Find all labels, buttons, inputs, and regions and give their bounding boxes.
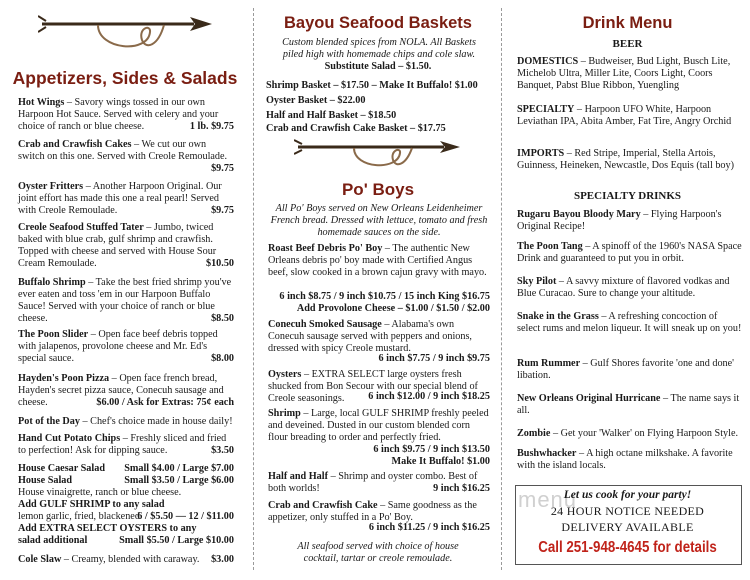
catering-line-2: 24 HOUR NOTICE NEEDED	[550, 504, 705, 518]
item-desc: – The name says it all.	[517, 393, 740, 416]
drink-bushwhacker	[517, 448, 743, 472]
item-name: Cole Slaw	[18, 554, 62, 565]
item-name: Oysters	[268, 369, 302, 380]
item-name: Oyster Fritters	[18, 181, 84, 192]
item-desc: – A spinoff of the 1960's NASA Space Drink and guaranteed to put you in orbit.	[517, 241, 742, 264]
harpoon-icon	[294, 137, 462, 177]
menu-item-poon-slider	[18, 329, 234, 365]
menu-item-house-salad	[18, 475, 234, 487]
item-desc: – Flying Harpoon's Original Recipe!	[517, 209, 722, 232]
menu-item-crab-cakes	[18, 139, 234, 174]
item-name: New Orleans Original Hurricane	[517, 393, 661, 404]
menu-item-poon-pizza	[18, 373, 234, 409]
item-desc: – Creamy, blended with caraway.	[61, 554, 200, 565]
add-oysters-label: Add EXTRA SELECT OYSTERS to any	[18, 523, 197, 534]
menu-item-hot-wings	[18, 97, 234, 133]
drinks-title: Drink Menu	[582, 14, 673, 32]
menu-item-shrimp	[268, 408, 490, 467]
item-desc: – Another Harpoon Original. Our joint effort has made this one a real pearl! Served with Creole Remoulade.	[18, 181, 222, 216]
menu-item-conecuh	[268, 319, 490, 364]
item-desc: – We cut our own switch on this one. Served with Creole Remoulade.	[18, 139, 228, 162]
item-name: Bushwhacker	[517, 448, 577, 459]
item-price: $8.00	[211, 353, 234, 364]
item-name: Creole Seafood Stuffed Tater	[18, 222, 144, 233]
add-oysters-desc: salad additional	[18, 535, 88, 546]
item-desc: – Open face french bread, Hayden's secret pizza sauce, Conecuh sausage and cheese.	[18, 373, 224, 408]
item-name: Conecuh Smoked Sausage	[268, 319, 382, 330]
catering-phone[interactable]: Call 251-948-4645 for details	[538, 539, 717, 556]
item-desc: – Freshly sliced and fried to perfection! Ask for dipping sauce.	[18, 433, 227, 456]
item-desc: – Same goodness as the appetizer, only stuffed in a Po' Boy.	[268, 500, 477, 523]
item-name: IMPORTS	[517, 148, 565, 159]
item-name: SPECIALTY	[517, 104, 575, 115]
salad-add-oysters-options	[18, 535, 234, 547]
item-price: 6 inch $11.25 / 9 inch $16.25	[368, 522, 490, 533]
item-price: $3.50	[211, 445, 234, 456]
item-desc: – A savvy mixture of flavored vodkas and Blue Curacao. Sure to change your altitude.	[517, 276, 730, 299]
salad-add-shrimp	[18, 499, 248, 511]
substitute-label: Substitute Salad – $1.50.	[324, 61, 432, 72]
poboys-title: Po' Boys	[341, 180, 415, 199]
item-desc: – Get your 'Walker' on Flying Harpoon Style.	[550, 428, 739, 439]
menu-item-oysters	[268, 369, 490, 405]
item-desc: – Gulf Shores favorite 'one and done' libation.	[517, 358, 735, 381]
poboys-intro: All Po' Boys served on New Orleans Leidenheimer French bread. Dressed with lettuce, tomato and fresh homemade sauces on the side.	[270, 203, 488, 238]
item-name: The Poon Tang	[517, 241, 583, 252]
beer-heading-text: BEER	[612, 38, 643, 50]
item-name: House Caesar Salad	[18, 463, 105, 474]
item-desc: – Savory wings tossed in our own Harpoon Hot Sauce. Served with celery and your choice of ranch or blue cheese.	[18, 97, 219, 132]
item-price: Small $4.00 / Large $7.00	[124, 463, 234, 474]
item-desc: – Large, local GULF SHRIMP freshly peeled and deveined. Dusted in our custom blended corn flour breading to order and perfectly fried.	[268, 408, 489, 443]
item-price: 6 inch $8.75 / 9 inch $10.75 / 15 inch King $16.75	[279, 291, 490, 302]
item-name: Sky Pilot	[517, 276, 557, 287]
basket-name: Crab and Crawfish Cake Basket – $17.75	[266, 123, 446, 134]
basket-item	[266, 80, 498, 92]
appetizers-title: Appetizers, Sides & Salads	[12, 68, 238, 88]
item-price: $9.75	[211, 205, 234, 216]
catering-line-1: Let us cook for your party!	[563, 489, 692, 501]
baskets-substitute	[258, 61, 498, 73]
item-desc: – A high octane milkshake. A favorite with the island locals.	[517, 448, 733, 471]
menu-item-crab-cake	[268, 500, 490, 533]
item-name: Half and Half	[268, 471, 329, 482]
basket-item	[266, 123, 498, 135]
item-name: Snake in the Grass	[517, 311, 599, 322]
drink-sky-pilot	[517, 276, 743, 300]
item-price: 6 inch $12.00 / 9 inch $18.25	[368, 391, 490, 402]
item-price: 1 lb. $9.75	[189, 121, 234, 132]
item-price: 9 inch $16.25	[433, 483, 490, 494]
item-name: Rum Rummer	[517, 358, 581, 369]
basket-item	[266, 110, 498, 122]
add-shrimp-label: Add GULF SHRIMP to any salad	[18, 499, 165, 510]
appetizers-column	[0, 0, 250, 580]
item-desc: – Take the best fried shrimp you've ever eaten and toss 'em in our Harpoon Buffalo Sauce! Served with your choice of ranch or blue cheese.	[18, 277, 232, 324]
item-desc: – Alabama's own Conecuh sausage served with peppers and onions, dressed with spicy Creole mustard.	[268, 319, 472, 354]
item-price: $6.00 / Ask for Extras: 75¢ each	[96, 397, 234, 408]
item-extra: Add Provolone Cheese – $1.00 / $1.50 / $2.00	[296, 303, 490, 314]
specialty-drinks-heading	[505, 190, 750, 202]
item-desc: – A refreshing concoction of select rums and melon liqueur. It will sneak up on you!	[517, 311, 742, 334]
item-name: Pot of the Day	[18, 416, 80, 427]
baskets-title: Bayou Seafood Baskets	[284, 14, 472, 32]
menu-item-caesar	[18, 463, 234, 475]
item-price: 6 inch $9.75 / 9 inch $13.50	[373, 444, 490, 455]
item-price: $10.50	[205, 258, 234, 269]
add-shrimp-price: 6 / $5.50 — 12 / $11.00	[137, 511, 234, 522]
add-oysters-price: Small $5.50 / Large $10.00	[119, 535, 234, 546]
basket-name: Shrimp Basket – $17.50 – Make It Buffalo! $1.00	[266, 80, 478, 91]
column-divider-right	[501, 8, 502, 570]
item-desc: – The authentic New Orleans debris po' boy made with Certified Angus beef, slow cooked in a brown cajun gravy with mayo.	[268, 243, 487, 278]
menu-item-half-half	[268, 471, 490, 495]
item-name: Shrimp	[268, 408, 301, 419]
specialty-heading-text: SPECIALTY DRINKS	[573, 190, 682, 202]
baskets-column	[258, 0, 498, 580]
beer-specialty	[517, 104, 743, 128]
drink-hurricane	[517, 393, 743, 417]
menu-item-pot-of-day	[18, 416, 248, 428]
catering-line-3: DELIVERY AVAILABLE	[561, 520, 694, 534]
item-name: Hand Cut Potato Chips	[18, 433, 121, 444]
item-name: Crab and Crawfish Cakes	[18, 139, 132, 150]
item-price: $9.75	[211, 163, 234, 174]
basket-name: Oyster Basket – $22.00	[266, 95, 366, 106]
drink-poon-tang	[517, 241, 743, 265]
item-desc: – Chef's choice made in house daily!	[79, 416, 233, 427]
menu-item-cole-slaw	[18, 554, 234, 566]
drink-zombie	[517, 428, 749, 440]
basket-name: Half and Half Basket – $18.50	[266, 110, 397, 121]
salad-add-shrimp-options	[18, 511, 234, 523]
item-name: DOMESTICS	[517, 56, 579, 67]
item-name: Zombie	[517, 428, 551, 439]
item-desc: – Shrimp and oyster combo. Best of both worlds!	[268, 471, 478, 494]
item-price: $3.00	[211, 554, 234, 565]
item-desc: – Harpoon UFO White, Harpoon Leviathan IPA, Abita Amber, Fat Tire, Angry Orchid	[517, 104, 732, 127]
salad-add-oysters	[18, 523, 248, 535]
add-shrimp-desc: lemon garlic, fried, blackened	[18, 511, 140, 522]
item-name: Rugaru Bayou Bloody Mary	[517, 209, 641, 220]
item-price: 6 inch $7.75 / 9 inch $9.75	[378, 353, 490, 364]
menu-item-oyster-fritters	[18, 181, 234, 217]
item-price: Small $3.50 / Large $6.00	[124, 475, 234, 486]
basket-item	[266, 95, 498, 107]
beer-domestics	[517, 56, 743, 92]
menu-item-buffalo-shrimp	[18, 277, 234, 325]
menu-item-roast-beef	[268, 243, 490, 314]
column-divider-left	[253, 8, 254, 570]
item-name: Hayden's Poon Pizza	[18, 373, 110, 384]
drink-rum-runner	[517, 358, 743, 382]
item-price: $8.50	[211, 313, 234, 324]
item-name: House Salad	[18, 475, 73, 486]
watermark: menu	[518, 487, 578, 512]
item-name: Buffalo Shrimp	[18, 277, 86, 288]
item-name: Hot Wings	[18, 97, 65, 108]
beer-imports	[517, 148, 743, 172]
menu-item-potato-chips	[18, 433, 234, 457]
baskets-intro: Custom blended spices from NOLA. All Baskets piled high with homemade chips and cole slaw.	[282, 37, 476, 60]
item-desc: – Budweiser, Bud Light, Busch Lite, Michelob Ultra, Miller Lite, Coors Light, Coors Banquet, Pabst Blue Ribbon, Yuengling	[517, 56, 731, 91]
item-name: Crab and Crawfish Cake	[268, 500, 378, 511]
item-name: Roast Beef Debris Po' Boy	[268, 243, 383, 254]
item-extra: Make It Buffalo! $1.00	[391, 456, 490, 467]
poboys-footer: All seafood served with choice of house cocktail, tartar or creole remoulade.	[297, 541, 459, 564]
item-desc: – EXTRA SELECT large oysters fresh shucked from Bon Secour with our special blend of Creole seasonings.	[268, 369, 478, 404]
drink-rugaru	[517, 209, 743, 233]
menu-item-creole-tater	[18, 222, 234, 270]
drink-snake	[517, 311, 743, 335]
beer-heading	[505, 38, 750, 50]
salad-dressings: House vinaigrette, ranch or blue cheese.	[18, 487, 182, 498]
item-desc: – Red Stripe, Imperial, Stella Artois, Guinness, Heineken, Newcastle, Dos Equis (tall boy)	[517, 148, 735, 171]
item-name: The Poon Slider	[18, 329, 89, 340]
harpoon-icon	[38, 10, 214, 60]
item-desc: – Open face beef debris topped with jalapenos, provolone cheese and Mr. Ed's special sauce.	[18, 329, 218, 364]
item-desc: – Jumbo, twiced baked with blue crab, gulf shrimp and crawfish. Topped with cheese and served with House Sour Cream Remoulade.	[18, 222, 217, 269]
